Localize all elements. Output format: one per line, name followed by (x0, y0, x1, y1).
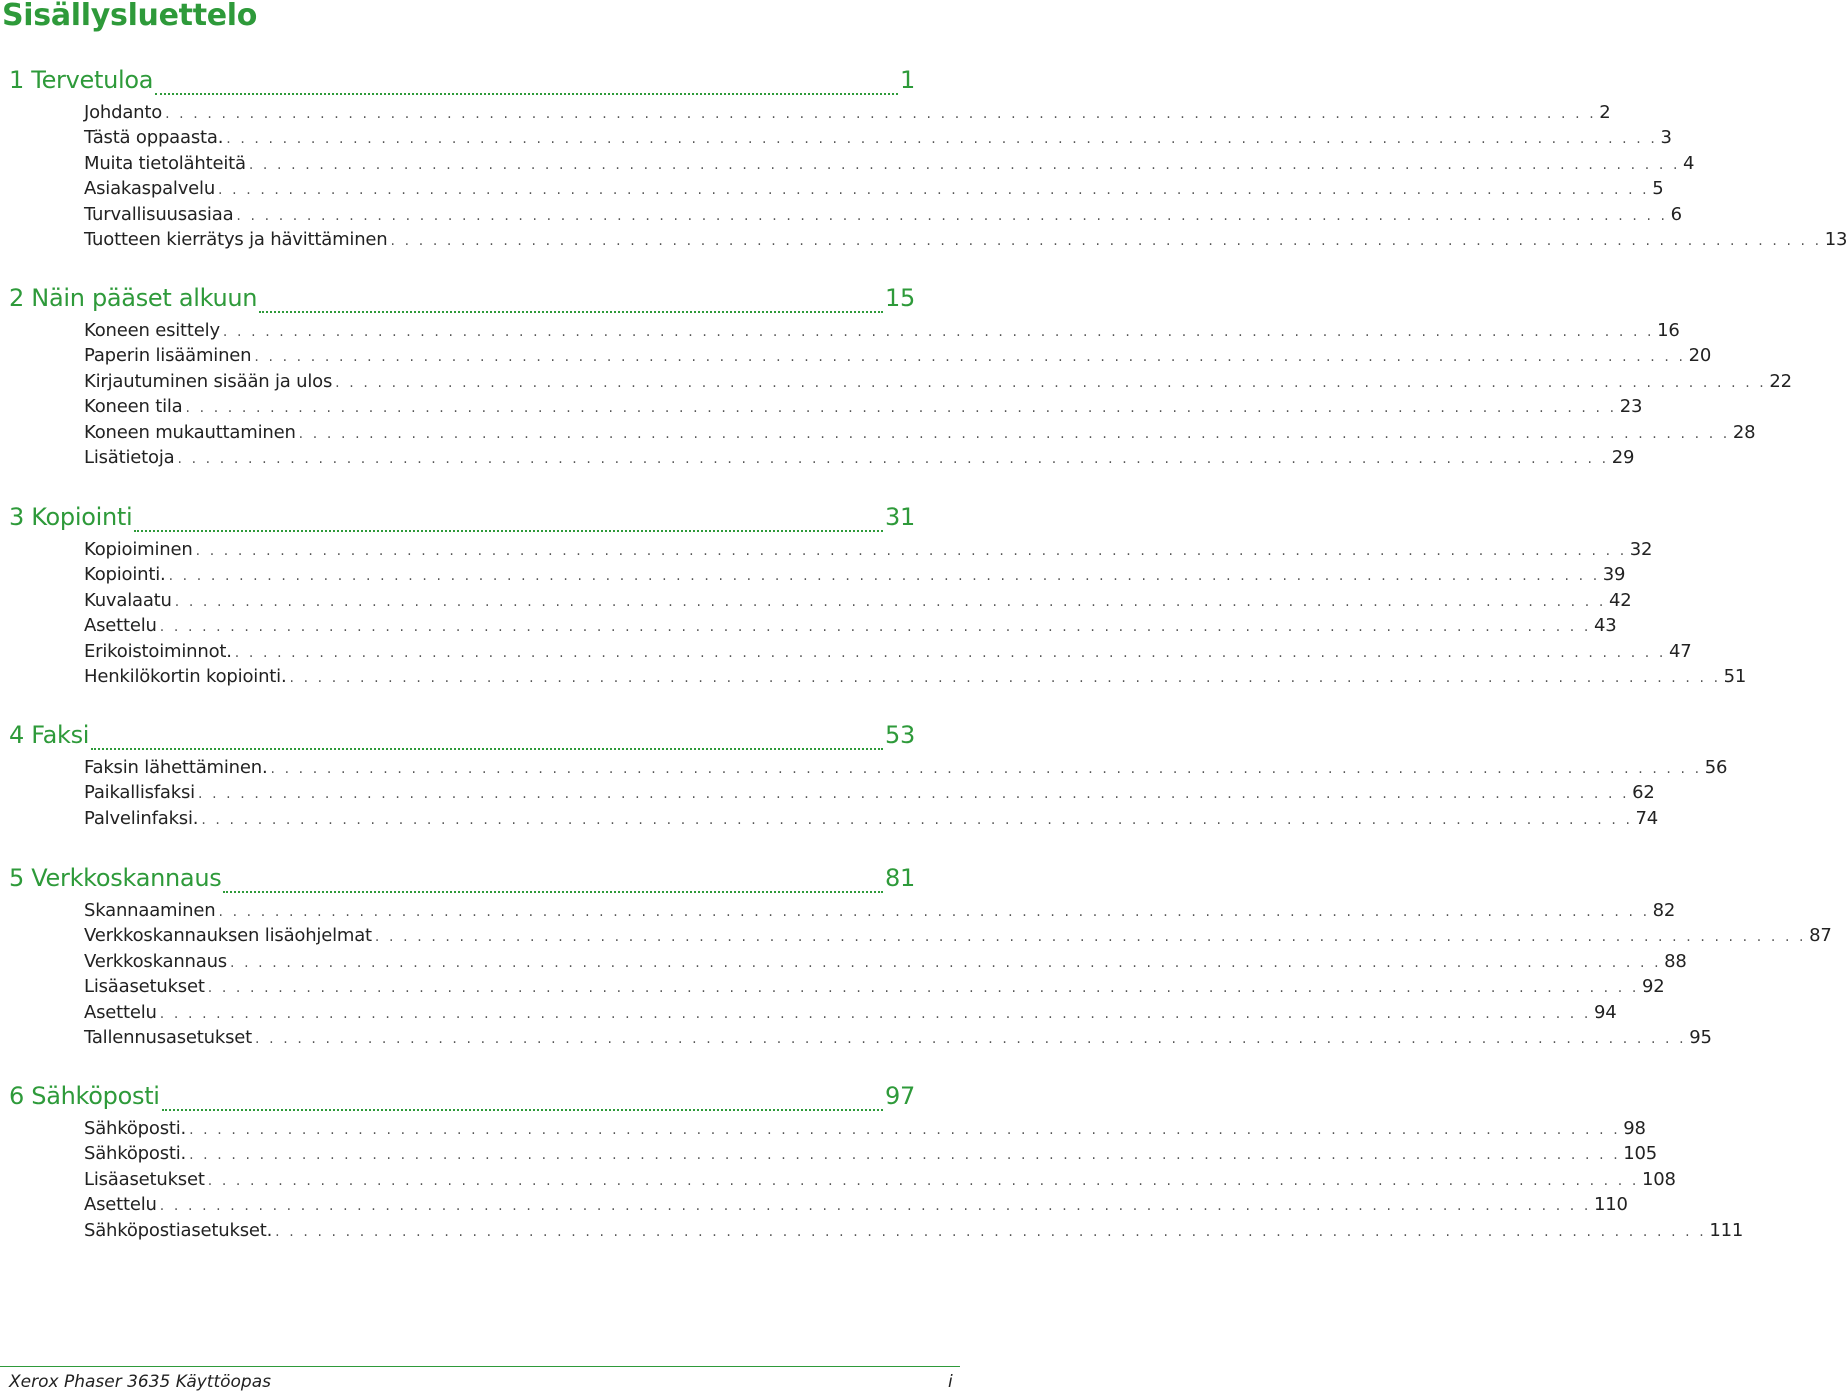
toc-entry-page-number: 87 (1809, 925, 1832, 947)
toc-entry[interactable] (84, 1027, 1712, 1051)
chapter-page-number: 15 (885, 284, 915, 312)
toc-dot-leader: . . . . . . . . . . . . . . . . . . . . . . . . . . . . . . . . . . . . . . . . . . . . . . . . . . . . . . . . . . . . . . . . . . . . . . . . . . . . . . . . . . . . . . . . . . . . . . . . . . . . . . (374, 929, 1807, 946)
chapter-dot-leader (134, 530, 883, 532)
toc-entry-title: Muita tietolähteitä (84, 152, 246, 174)
toc-entry-title: Johdanto (84, 102, 163, 123)
toc-dot-leader: . . . . . . . . . . . . . . . . . . . . . . . . . . . . . . . . . . . . . . . . . . . . . . . . . . . . . . . . . . . . . . . . . . . . . . . . . . . . . . . . . . . . . . . . . . . . . . . . . . . . . . (218, 904, 1650, 920)
chapter-page-number: 81 (885, 864, 915, 892)
toc-dot-leader: . . . . . . . . . . . . . . . . . . . . . . . . . . . . . . . . . . . . . . . . . . . . . . . . . . . . . . . . . . . . . . . . . . . . . . . . . . . . . . . . . . . . . . . . . . . . . . . . . . . . . . (159, 1198, 1591, 1215)
toc-entry-page-number: 6 (1670, 203, 1682, 225)
toc-entry[interactable] (84, 396, 1643, 420)
toc-entry[interactable] (84, 345, 1712, 369)
toc-entry[interactable] (84, 564, 1626, 588)
chapter-dot-leader (91, 748, 883, 750)
toc-entry[interactable] (84, 1001, 1617, 1026)
chapter-page-number: 97 (885, 1082, 915, 1110)
toc-entry[interactable] (84, 447, 1635, 471)
toc-entry-page-number: 47 (1668, 640, 1692, 662)
toc-chapter-heading[interactable] (9, 1082, 915, 1116)
toc-dot-leader: . . . . . . . . . . . . . . . . . . . . . . . . . . . . . . . . . . . . . . . . . . . . . . . . . . . . . . . . . . . . . . . . . . . . . . . . . . . . . . . . . . . . . . . . . . . . . . . . . . . . . . (229, 954, 1662, 971)
toc-dot-leader: . . . . . . . . . . . . . . . . . . . . . . . . . . . . . . . . . . . . . . . . . . . . . . . . . . . . . . . . . . . . . . . . . . . . . . . . . . . . . . . . . . . . . . . . . . . . . . . . . . . . . . (189, 1122, 1621, 1138)
toc-entry-page-number: 22 (1769, 370, 1792, 392)
toc-entry-page-number: 13 (1824, 229, 1847, 250)
toc-entry-page-number: 110 (1593, 1194, 1628, 1216)
toc-chapter-heading[interactable] (9, 66, 915, 100)
toc-entry-title: Palvelinfaksi. (84, 807, 199, 829)
toc-dot-leader: . . . . . . . . . . . . . . . . . . . . . . . . . . . . . . . . . . . . . . . . . . . . . . . . . . . . . . . . . . . . . . . . . . . . . . . . . . . . . . . . . . . . . . . . . . . . . . . . . . . . . . (177, 451, 1609, 467)
toc-entry-page-number: 74 (1635, 807, 1659, 829)
toc-entry[interactable] (84, 1168, 1676, 1193)
toc-entry[interactable] (84, 900, 1676, 924)
toc-entry-title: Turvallisuusasiaa (84, 203, 234, 225)
toc-entry-title: Koneen tila (84, 396, 183, 418)
toc-entry-page-number: 3 (1660, 127, 1672, 149)
toc-dot-leader: . . . . . . . . . . . . . . . . . . . . . . . . . . . . . . . . . . . . . . . . . . . . . . . . . . . . . . . . . . . . . . . . . . . . . . . . . . . . . . . . . . . . . . . . . . . . . . . . . . . . . . (185, 400, 1617, 417)
toc-entry[interactable] (84, 976, 1665, 1000)
toc-entry-title: Tästä oppaasta. (84, 127, 224, 149)
toc-entry-title: Faksin lähettäminen. (84, 757, 268, 778)
toc-entry[interactable] (84, 950, 1687, 975)
toc-entry[interactable] (84, 152, 1695, 177)
toc-entry-page-number: 42 (1608, 589, 1632, 611)
toc-entry[interactable] (84, 229, 1847, 253)
toc-entry-page-number: 56 (1704, 757, 1728, 778)
toc-entry-title: Tuotteen kierrätys ja hävittäminen (84, 229, 388, 250)
toc-entry-page-number: 39 (1602, 564, 1626, 586)
chapter-dot-leader (155, 93, 898, 95)
toc-entry[interactable] (84, 178, 1664, 202)
toc-entry-page-number: 98 (1623, 1118, 1646, 1139)
toc-entry-title: Lisäasetukset (84, 1168, 205, 1190)
toc-entry-page-number: 51 (1723, 666, 1747, 687)
toc-entry[interactable] (84, 589, 1632, 614)
toc-entry-page-number: 111 (1709, 1219, 1744, 1241)
chapter-page-number: 53 (885, 721, 915, 749)
toc-entry-title: Paikallisfaksi (84, 782, 195, 804)
chapter-dot-leader (223, 891, 883, 893)
toc-entry-title: Sähköpostiasetukset. (84, 1219, 273, 1241)
toc-dot-leader: . . . . . . . . . . . . . . . . . . . . . . . . . . . . . . . . . . . . . . . . . . . . . . . . . . . . . . . . . . . . . . . . . . . . . . . . . . . . . . . . . . . . . . . . . . . . . . . . . . . . . . (275, 1223, 1707, 1240)
toc-entry-page-number: 4 (1683, 152, 1695, 174)
toc-entry[interactable] (84, 757, 1728, 781)
toc-dot-leader: . . . . . . . . . . . . . . . . . . . . . . . . . . . . . . . . . . . . . . . . . . . . . . . . . . . . . . . . . . . . . . . . . . . . . . . . . . . . . . . . . . . . . . . . . . . . . . . . . . . . . . (207, 1172, 1639, 1189)
toc-dot-leader: . . . . . . . . . . . . . . . . . . . . . . . . . . . . . . . . . . . . . . . . . . . . . . . . . . . . . . . . . . . . . . . . . . . . . . . . . . . . . . . . . . . . . . . . . . . . . . . . . . . . . . (174, 593, 1606, 610)
toc-entry-page-number: 108 (1641, 1168, 1676, 1190)
toc-dot-leader: . . . . . . . . . . . . . . . . . . . . . . . . . . . . . . . . . . . . . . . . . . . . . . . . . . . . . . . . . . . . . . . . . . . . . . . . . . . . . . . . . . . . . . . . . . . . . . . . . . . . . . (218, 182, 1650, 199)
toc-dot-leader: . . . . . . . . . . . . . . . . . . . . . . . . . . . . . . . . . . . . . . . . . . . . . . . . . . . . . . . . . . . . . . . . . . . . . . . . . . . . . . . . . . . . . . . . . . . . . . . . . . . . . . (335, 374, 1767, 391)
footer-divider (0, 1366, 960, 1367)
toc-dot-leader: . . . . . . . . . . . . . . . . . . . . . . . . . . . . . . . . . . . . . . . . . . . . . . . . . . . . . . . . . . . . . . . . . . . . . . . . . . . . . . . . . . . . . . . . . . . . . . . . . . . . . . (201, 811, 1633, 828)
chapter-title: 4 Faksi (9, 721, 90, 749)
toc-entry[interactable] (84, 807, 1659, 832)
toc-entry-title: Asettelu (84, 615, 157, 637)
toc-entry[interactable] (84, 640, 1692, 665)
toc-dot-leader: . . . . . . . . . . . . . . . . . . . . . . . . . . . . . . . . . . . . . . . . . . . . . . . . . . . . . . . . . . . . . . . . . . . . . . . . . . . . . . . . . . . . . . . . . . . . . . . . . . . . . . (165, 106, 1597, 122)
chapter-dot-leader (162, 1109, 883, 1111)
toc-entry-title: Verkkoskannauksen lisäohjelmat (84, 925, 372, 947)
toc-entry-page-number: 95 (1689, 1027, 1712, 1048)
toc-dot-leader: . . . . . . . . . . . . . . . . . . . . . . . . . . . . . . . . . . . . . . . . . . . . . . . . . . . . . . . . . . . . . . . . . . . . . . . . . . . . . . . . . . . . . . . . . . . . . . . . . . . . . . (255, 1031, 1687, 1047)
toc-dot-leader: . . . . . . . . . . . . . . . . . . . . . . . . . . . . . . . . . . . . . . . . . . . . . . . . . . . . . . . . . . . . . . . . . . . . . . . . . . . . . . . . . . . . . . . . . . . . . . . . . . . . . . (197, 786, 1630, 803)
chapter-page-number: 31 (885, 503, 915, 531)
toc-dot-leader: . . . . . . . . . . . . . . . . . . . . . . . . . . . . . . . . . . . . . . . . . . . . . . . . . . . . . . . . . . . . . . . . . . . . . . . . . . . . . . . . . . . . . . . . . . . . . . . . . . . . . . (234, 644, 1666, 661)
toc-entry[interactable] (84, 666, 1747, 690)
toc-entry-page-number: 5 (1652, 178, 1664, 200)
toc-entry-title: Kopiointi. (84, 564, 166, 586)
toc-entry[interactable] (84, 370, 1792, 395)
toc-entry[interactable] (84, 539, 1653, 563)
toc-dot-leader: . . . . . . . . . . . . . . . . . . . . . . . . . . . . . . . . . . . . . . . . . . . . . . . . . . . . . . . . . . . . . . . . . . . . . . . . . . . . . . . . . . . . . . . . . . . . . . . . . . . . . . (270, 761, 1702, 777)
toc-entry-page-number: 23 (1619, 396, 1643, 418)
toc-entry[interactable] (84, 1194, 1628, 1218)
chapter-title: 5 Verkkoskannaus (9, 864, 222, 892)
toc-entry[interactable] (84, 102, 1611, 126)
toc-dot-leader: . . . . . . . . . . . . . . . . . . . . . . . . . . . . . . . . . . . . . . . . . . . . . . . . . . . . . . . . . . . . . . . . . . . . . . . . . . . . . . . . . . . . . . . . . . . . . . . . . . . . . . (222, 324, 1655, 340)
chapter-title: 1 Tervetuloa (9, 66, 154, 94)
toc-entry-page-number: 88 (1664, 950, 1687, 972)
toc-entry-title: Kirjautuminen sisään ja ulos (84, 370, 333, 392)
toc-entry-title: Kuvalaatu (84, 589, 172, 611)
toc-chapter-heading[interactable] (9, 721, 915, 755)
toc-entry[interactable] (84, 320, 1680, 344)
toc-entry-page-number: 43 (1593, 615, 1617, 637)
toc-dot-leader: . . . . . . . . . . . . . . . . . . . . . . . . . . . . . . . . . . . . . . . . . . . . . . . . . . . . . . . . . . . . . . . . . . . . . . . . . . . . . . . . . . . . . . . . . . . . . . . . . . . . . . (254, 349, 1686, 366)
toc-dot-leader: . . . . . . . . . . . . . . . . . . . . . . . . . . . . . . . . . . . . . . . . . . . . . . . . . . . . . . . . . . . . . . . . . . . . . . . . . . . . . . . . . . . . . . . . . . . . . . . . . . . . . . (159, 619, 1591, 636)
toc-entry[interactable] (84, 925, 1832, 949)
toc-entry-title: Asettelu (84, 1001, 157, 1023)
toc-entry-title: Kopioiminen (84, 539, 193, 560)
chapter-title: 3 Kopiointi (9, 503, 133, 531)
toc-dot-leader: . . . . . . . . . . . . . . . . . . . . . . . . . . . . . . . . . . . . . . . . . . . . . . . . . . . . . . . . . . . . . . . . . . . . . . . . . . . . . . . . . . . . . . . . . . . . . . . . . . . . . . (195, 543, 1627, 559)
toc-entry-title: Koneen mukauttaminen (84, 421, 296, 443)
toc-entry-title: Tallennusasetukset (84, 1027, 253, 1048)
chapter-title: 6 Sähköposti (9, 1082, 160, 1110)
toc-dot-leader: . . . . . . . . . . . . . . . . . . . . . . . . . . . . . . . . . . . . . . . . . . . . . . . . . . . . . . . . . . . . . . . . . . . . . . . . . . . . . . . . . . . . . . . . . . . . . . . . . . . . . . (248, 156, 1681, 173)
toc-entry-page-number: 28 (1732, 421, 1756, 443)
toc-entry-page-number: 105 (1623, 1143, 1658, 1165)
footer-page-number: i (948, 1372, 953, 1392)
toc-entry[interactable] (84, 203, 1682, 228)
toc-entry[interactable] (84, 1118, 1646, 1142)
toc-entry[interactable] (84, 1219, 1744, 1244)
toc-dot-leader: . . . . . . . . . . . . . . . . . . . . . . . . . . . . . . . . . . . . . . . . . . . . . . . . . . . . . . . . . . . . . . . . . . . . . . . . . . . . . . . . . . . . . . . . . . . . . . . . . . . . . . (236, 207, 1668, 224)
toc-entry-title: Sähköposti. (84, 1118, 187, 1139)
toc-dot-leader: . . . . . . . . . . . . . . . . . . . . . . . . . . . . . . . . . . . . . . . . . . . . . . . . . . . . . . . . . . . . . . . . . . . . . . . . . . . . . . . . . . . . . . . . . . . . . . . . . . . . . . (226, 131, 1658, 148)
toc-entry-page-number: 16 (1657, 320, 1680, 341)
toc-dot-leader: . . . . . . . . . . . . . . . . . . . . . . . . . . . . . . . . . . . . . . . . . . . . . . . . . . . . . . . . . . . . . . . . . . . . . . . . . . . . . . . . . . . . . . . . . . . . . . . . . . . . . . (298, 425, 1730, 442)
toc-entry-title: Lisätietoja (84, 447, 175, 468)
toc-entry-title: Sähköposti. (84, 1143, 187, 1165)
toc-entry-title: Skannaaminen (84, 900, 216, 921)
chapter-title: 2 Näin pääset alkuun (9, 284, 258, 312)
toc-entry-title: Verkkoskannaus (84, 950, 227, 972)
toc-entry-page-number: 82 (1652, 900, 1676, 921)
footer-document-name: Xerox Phaser 3635 Käyttöopas (9, 1372, 271, 1392)
toc-entry-title: Paperin lisääminen (84, 345, 252, 367)
toc-entry-title: Asettelu (84, 1194, 157, 1216)
toc-entry[interactable] (84, 782, 1655, 806)
toc-entry[interactable] (84, 127, 1672, 151)
toc-entry[interactable] (84, 1143, 1658, 1167)
toc-chapter-heading[interactable] (9, 864, 915, 898)
chapter-dot-leader (259, 311, 883, 313)
toc-entry-page-number: 20 (1688, 345, 1712, 367)
toc-entry-page-number: 2 (1599, 102, 1611, 123)
toc-entry-page-number: 92 (1641, 976, 1665, 998)
toc-entry-title: Lisäasetukset (84, 976, 205, 998)
toc-chapter-heading[interactable] (9, 284, 915, 318)
chapter-page-number: 1 (900, 66, 915, 94)
toc-entry-title: Henkilökortin kopiointi. (84, 666, 287, 687)
page-title: Sisällysluettelo (2, 0, 258, 33)
toc-entry[interactable] (84, 615, 1617, 639)
toc-chapter-heading[interactable] (9, 503, 915, 537)
toc-entry-title: Erikoistoiminnot. (84, 640, 232, 662)
toc-entry-page-number: 29 (1611, 447, 1635, 468)
toc-dot-leader: . . . . . . . . . . . . . . . . . . . . . . . . . . . . . . . . . . . . . . . . . . . . . . . . . . . . . . . . . . . . . . . . . . . . . . . . . . . . . . . . . . . . . . . . . . . . . . . . . . . . . . (189, 1147, 1621, 1164)
toc-entry-page-number: 94 (1593, 1001, 1617, 1023)
toc-entry-page-number: 62 (1632, 782, 1655, 804)
toc-dot-leader: . . . . . . . . . . . . . . . . . . . . . . . . . . . . . . . . . . . . . . . . . . . . . . . . . . . . . . . . . . . . . . . . . . . . . . . . . . . . . . . . . . . . . . . . . . . . . . . . . . . . . . (159, 1005, 1591, 1022)
toc-dot-leader: . . . . . . . . . . . . . . . . . . . . . . . . . . . . . . . . . . . . . . . . . . . . . . . . . . . . . . . . . . . . . . . . . . . . . . . . . . . . . . . . . . . . . . . . . . . . . . . . . . . . . . (207, 980, 1639, 997)
toc-entry-page-number: 32 (1629, 539, 1653, 560)
toc-dot-leader: . . . . . . . . . . . . . . . . . . . . . . . . . . . . . . . . . . . . . . . . . . . . . . . . . . . . . . . . . . . . . . . . . . . . . . . . . . . . . . . . . . . . . . . . . . . . . . . . . . . . . . (168, 568, 1600, 585)
toc-entry-title: Asiakaspalvelu (84, 178, 216, 200)
toc-dot-leader: . . . . . . . . . . . . . . . . . . . . . . . . . . . . . . . . . . . . . . . . . . . . . . . . . . . . . . . . . . . . . . . . . . . . . . . . . . . . . . . . . . . . . . . . . . . . . . . . . . . . . . (390, 233, 1822, 249)
toc-dot-leader: . . . . . . . . . . . . . . . . . . . . . . . . . . . . . . . . . . . . . . . . . . . . . . . . . . . . . . . . . . . . . . . . . . . . . . . . . . . . . . . . . . . . . . . . . . . . . . . . . . . . . . (289, 670, 1721, 686)
toc-entry-title: Koneen esittely (84, 320, 220, 341)
toc-entry[interactable] (84, 421, 1756, 446)
